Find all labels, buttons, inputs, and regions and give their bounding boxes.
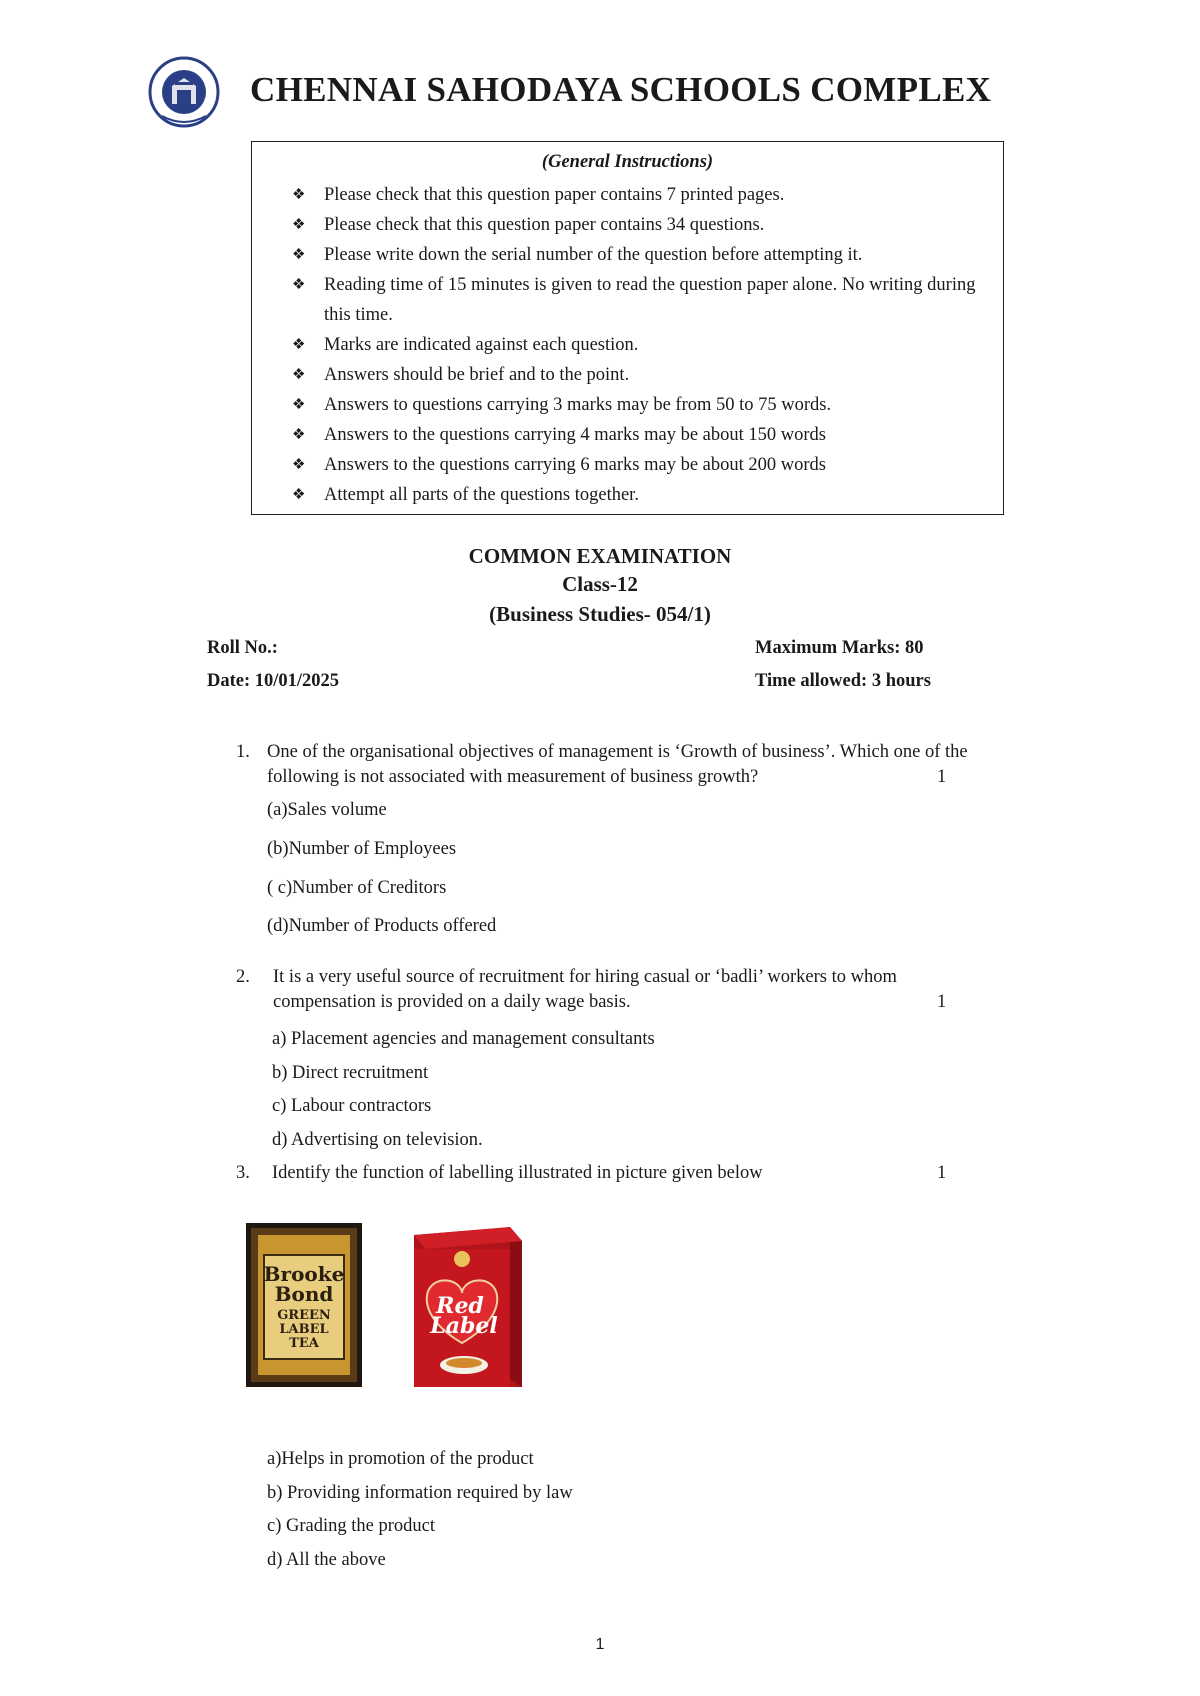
red-label-tea-image	[400, 1223, 526, 1391]
bullet-icon: ❖	[292, 367, 306, 383]
bullet-icon: ❖	[292, 217, 306, 233]
option: (b)Number of Employees	[267, 839, 457, 859]
option: a)Helps in promotion of the product	[267, 1449, 534, 1469]
instruction-item: ❖ Answers to the questions carrying 4 marks may be about 150 words	[292, 420, 982, 450]
pack-text-red-label: Label	[430, 1313, 498, 1339]
question-text: One of the organisational objectives of management is ‘Growth of business’. Which one of the following is not associated with measurement of business growth?	[267, 742, 968, 787]
question-marks: 1	[937, 767, 947, 787]
question-marks: 1	[937, 1163, 947, 1183]
question-1	[0, 740, 1200, 790]
option: b) Direct recruitment	[272, 1063, 429, 1083]
maximum-marks: Maximum Marks: 80	[755, 638, 924, 658]
pack-text-tea: TEA	[289, 1336, 319, 1351]
pack-text-green: GREEN	[277, 1308, 331, 1323]
green-label-tea-image	[246, 1223, 362, 1387]
question-number: 1.	[236, 742, 250, 762]
instruction-item: ❖ Please check that this question paper contains 34 questions.	[292, 210, 982, 240]
exam-title: COMMON EXAMINATION	[468, 544, 732, 568]
bullet-icon: ❖	[292, 427, 306, 443]
option: a) Placement agencies and management consultants	[272, 1029, 655, 1049]
instruction-list	[292, 180, 982, 510]
question-number: 3.	[236, 1163, 250, 1183]
instruction-item: ❖ Answers to questions carrying 3 marks may be from 50 to 75 words.	[292, 390, 982, 420]
instruction-item: ❖ Answers to the questions carrying 6 marks may be about 200 words	[292, 450, 982, 480]
bullet-icon: ❖	[292, 487, 306, 503]
bullet-icon: ❖	[292, 397, 306, 413]
school-title: CHENNAI SAHODAYA SCHOOLS COMPLEX	[250, 70, 992, 109]
instruction-item: ❖ Marks are indicated against each question.	[292, 330, 982, 360]
bullet-icon: ❖	[292, 277, 306, 293]
option: b) Providing information required by law	[267, 1483, 573, 1503]
option: c) Grading the product	[267, 1516, 435, 1536]
option: (d)Number of Products offered	[267, 916, 497, 936]
instruction-item: ❖ Reading time of 15 minutes is given to read the question paper alone. No writing during this time.	[292, 270, 982, 330]
instructions-heading: (General Instructions)	[541, 152, 714, 172]
option: d) All the above	[267, 1550, 386, 1570]
question-2	[0, 965, 1200, 1015]
pack-text-red: Red	[436, 1293, 484, 1319]
instruction-item: ❖ Please check that this question paper contains 7 printed pages.	[292, 180, 982, 210]
bullet-icon: ❖	[292, 187, 306, 203]
instruction-item: ❖ Attempt all parts of the questions together.	[292, 480, 982, 510]
instructions-box	[251, 141, 1004, 515]
instruction-item: ❖ Please write down the serial number of the question before attempting it.	[292, 240, 982, 270]
roll-number-label: Roll No.:	[207, 638, 278, 658]
bullet-icon: ❖	[292, 247, 306, 263]
bullet-icon: ❖	[292, 457, 306, 473]
option: d) Advertising on television.	[272, 1130, 483, 1150]
question-number: 2.	[236, 967, 250, 987]
pack-text-bond: Bond	[274, 1282, 334, 1306]
bullet-icon: ❖	[292, 337, 306, 353]
page-number: 1	[595, 1636, 605, 1653]
exam-subject: (Business Studies- 054/1)	[489, 602, 711, 626]
school-logo	[146, 56, 222, 132]
pack-text-label: LABEL	[279, 1322, 329, 1337]
time-allowed: Time allowed: 3 hours	[755, 671, 931, 691]
question-text: Identify the function of labelling illustrated in picture given below	[272, 1163, 763, 1183]
question-marks: 1	[937, 992, 947, 1012]
option: (a)Sales volume	[267, 800, 387, 820]
question-3	[0, 1161, 1200, 1191]
pack-text-brooke: Brooke	[263, 1262, 345, 1286]
exam-date: Date: 10/01/2025	[207, 671, 340, 691]
instruction-item: ❖ Answers should be brief and to the point.	[292, 360, 982, 390]
exam-class: Class-12	[562, 572, 638, 596]
option: c) Labour contractors	[272, 1096, 432, 1116]
question-text: It is a very useful source of recruitment for hiring casual or ‘badli’ workers to whom compensation is provided on a daily wage basis.	[273, 967, 897, 1012]
option: ( c)Number of Creditors	[267, 878, 447, 898]
